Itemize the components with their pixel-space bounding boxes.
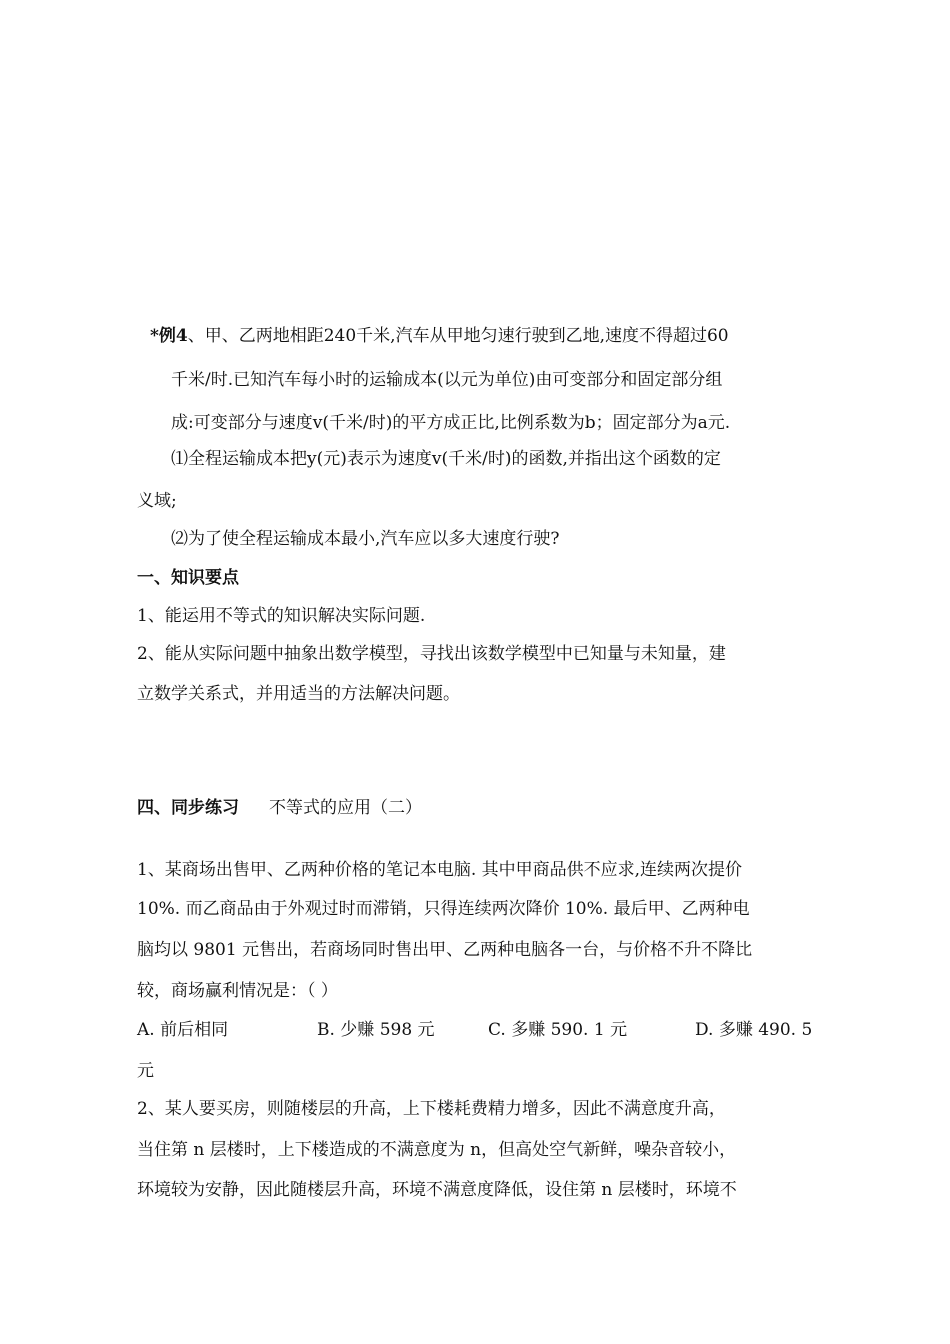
knowledge-item2-line1: 2、能从实际问题中抽象出数学模型，寻找出该数学模型中已知量与未知量，建 — [137, 644, 726, 664]
option-b: B. 少赚 598 元 — [317, 1020, 435, 1040]
practice-heading: 四、同步练习 — [137, 798, 239, 818]
example4-text: 、甲、乙两地相距240千米,汽车从甲地匀速行驶到乙地,速度不得超过60 — [187, 326, 729, 346]
knowledge-item2-line2: 立数学关系式，并用适当的方法解决问题。 — [137, 684, 460, 704]
problem2-line2: 当住第 n 层楼时，上下楼造成的不满意度为 n，但高处空气新鲜，噪杂音较小， — [137, 1140, 737, 1160]
example4-line3: 成:可变部分与速度v(千米/时)的平方成正比,比例系数为b；固定部分为a元. — [171, 413, 731, 433]
problem1-line3: 脑均以 9801 元售出，若商场同时售出甲、乙两种电脑各一台，与价格不升不降比 — [137, 940, 753, 960]
example4-label: *例4 — [150, 326, 188, 346]
practice-subtitle: 不等式的应用（二） — [269, 798, 422, 818]
example4-line1 — [150, 324, 827, 348]
knowledge-item1: 1、能运用不等式的知识解决实际问题. — [137, 606, 426, 626]
practice-heading-line — [137, 796, 827, 820]
knowledge-heading: 一、知识要点 — [137, 568, 239, 588]
problem1-line2: 10%. 而乙商品由于外观过时而滞销，只得连续两次降价 10%. 最后甲、乙两种电 — [137, 899, 750, 919]
problem2-line3: 环境较为安静，因此随楼层升高，环境不满意度降低，设住第 n 层楼时，环境不 — [137, 1180, 737, 1200]
example4-line2: 千米/时.已知汽车每小时的运输成本(以元为单位)由可变部分和固定部分组 — [171, 370, 723, 390]
option-a: A. 前后相同 — [137, 1020, 229, 1040]
problem1-line4: 较，商场赢利情况是：（ ） — [137, 981, 338, 1001]
example4-q2: ⑵为了使全程运输成本最小,汽车应以多大速度行驶? — [171, 529, 560, 549]
example4-q1-line1: ⑴全程运输成本把y(元)表示为速度v(千米/时)的函数,并指出这个函数的定 — [171, 449, 721, 469]
option-c: C. 多赚 590. 1 元 — [488, 1020, 628, 1040]
problem2-line1: 2、某人要买房，则随楼层的升高，上下楼耗费精力增多，因此不满意度升高， — [137, 1099, 726, 1119]
problem1-line1: 1、某商场出售甲、乙两种价格的笔记本电脑. 其中甲商品供不应求,连续两次提价 — [137, 860, 743, 880]
option-d: D. 多赚 490. 5 — [695, 1020, 813, 1040]
option-d-continued: 元 — [137, 1061, 154, 1081]
example4-q1-line2: 义域; — [137, 491, 177, 511]
